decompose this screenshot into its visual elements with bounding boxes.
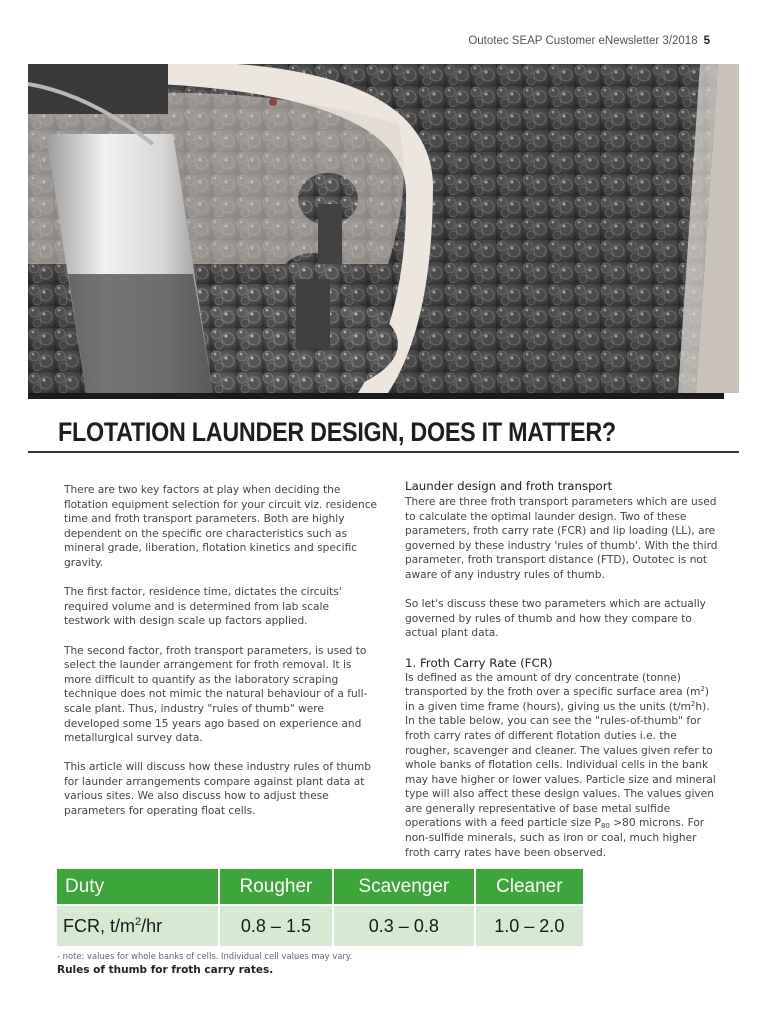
row-label-superscript: 2 <box>135 915 142 928</box>
paragraph: This article will discuss how these industry rules of thumb for launder arrangements compare against plant data at various sites. We also discuss how to adjust these parameters for operating float cells. <box>64 761 372 818</box>
fcr-heading: 1. Froth Carry Rate (FCR) <box>405 655 553 670</box>
left-column <box>64 483 378 833</box>
value-cleaner: 1.0 – 2.0 <box>475 905 583 946</box>
paragraph: There are two key factors at play when deciding the flotation equipment selection for your circuit viz. residence time and froth transport parameters. Both are highly dependent on the specific ore characteristics such as mineral grade, liberation, flotation kinetics and specific gravity. <box>64 484 378 569</box>
paragraph: The second factor, froth transport parameters, is used to select the launder arrangement for froth removal. It is more difficult to quantify as the laboratory scraping technique does not mimic the natural behaviour of a full-scale plant. Thus, industry "rules of thumb" were developed some 15 years ago based on experience and metallurgical survey data. <box>64 644 368 745</box>
table-caption: Rules of thumb for froth carry rates. <box>57 964 274 976</box>
flotation-cell-photo <box>28 64 739 393</box>
header-scavenger: Scavenger <box>333 869 475 905</box>
fcr-table <box>57 869 583 946</box>
page-header <box>468 35 710 47</box>
paragraph: There are three froth transport parameters which are used to calculate the optimal launder design. Two of these parameters, froth carry rate (FCR) and lip loading (LL), are governed by these industry 'rules of thumb'. With the third parameter, froth transport distance (FTD), Outotec is not aware of any industry rules of thumb. <box>405 496 718 581</box>
fcr-superscript: 2 <box>700 685 705 694</box>
fcr-text: h). In the table below, you can see the "rules-of-thumb" for froth carry rates of different flotation duties i.e. the rougher, scavenger and cleaner. The values given refer to whole banks of flotation cells. Individual cells in the bank may have higher or lower values. Particle size and mineral type will also affect these design values. The values given are generally representative of base metal sulfide operations with a feed particle size P <box>405 700 716 830</box>
header-cleaner: Cleaner <box>475 869 583 905</box>
photo-divider <box>28 393 724 399</box>
value-scavenger: 0.3 – 0.8 <box>333 905 475 946</box>
table-row <box>57 905 583 946</box>
row-label-unit: /hr <box>141 915 163 936</box>
fcr-text: >80 microns. For non-sulfide minerals, such as iron or coal, much higher froth carry rates have been observed. <box>405 817 705 859</box>
row-label <box>57 905 219 946</box>
fcr-text: Is defined as the amount of dry concentrate (tonne) transported by the froth over a specific surface area (m <box>405 671 701 699</box>
table-note: - note: values for whole banks of cells. Individual cell values may vary. <box>57 951 353 961</box>
paragraph: The first factor, residence time, dictates the circuits' required volume and is determined from lab scale testwork with design scale up factors applied. <box>64 586 342 628</box>
row-label-text: FCR, t/m <box>63 915 135 936</box>
publication-name: Outotec SEAP Customer eNewsletter 3/2018 <box>468 35 698 47</box>
table-header-row <box>57 869 583 905</box>
value-rougher: 0.8 – 1.5 <box>219 905 333 946</box>
fcr-subscript: 80 <box>600 822 610 831</box>
title-divider <box>28 451 739 453</box>
right-column <box>405 479 721 875</box>
paragraph: So let's discuss these two parameters which are actually governed by rules of thumb and how they compare to actual plant data. <box>405 598 706 640</box>
header-rougher: Rougher <box>219 869 333 905</box>
fcr-paragraph <box>405 671 721 861</box>
header-duty: Duty <box>57 869 219 905</box>
section-heading: Launder design and froth transport <box>405 479 613 493</box>
fcr-superscript: 2 <box>690 699 696 708</box>
page-number: 5 <box>703 35 710 47</box>
fcr-text: ) in a given time frame (hours), giving us the units (t/m <box>405 686 710 713</box>
article-title: FLOTATION LAUNDER DESIGN, DOES IT MATTER? <box>58 417 616 447</box>
